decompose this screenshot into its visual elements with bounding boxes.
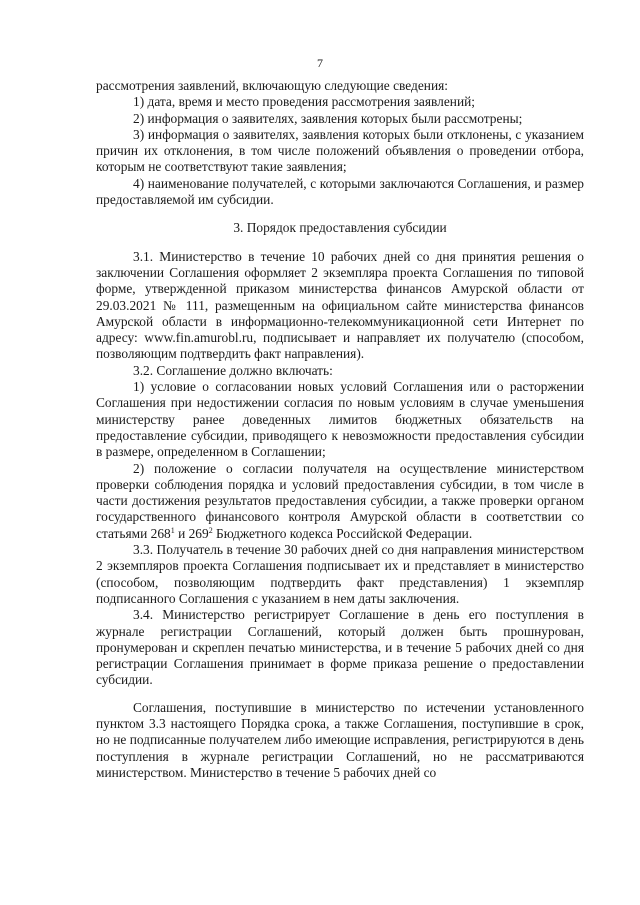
list-item: 2) информация о заявителях, заявления которых были рассмотрены;	[133, 110, 523, 126]
paragraph-3-2-1: 1) условие о согласовании новых условий Соглашения или о расторжении Соглашения при недостижении согласия по новым условиям в случае уменьшения министерству ранее доведенных лимитов бюджетных обязательств на предоставление субсидии, приводящего к невозможности предоставления субсидии в размере, определенном в Соглашении;	[96, 379, 584, 460]
superscript-2: 2	[208, 525, 213, 535]
list-item: 4) наименование получателей, с которыми заключаются Соглашения, и размер предоставляемой им субсидии.	[96, 175, 584, 208]
superscript-1: 1	[170, 525, 175, 535]
paragraph-3-3: 3.3. Получатель в течение 30 рабочих дней со дня направления министерством 2 экземпляров проекта Соглашения подписывает их и представляет в министерство (способом, позволяющим подтвердить факт представления) 1 экземпляр подписанного Соглашения с указанием в нем даты заключения.	[96, 542, 584, 606]
paragraph-3-2-2	[96, 461, 584, 542]
paragraph-3-2-2-text-after: Бюджетного кодекса Российской Федерации.	[212, 525, 473, 541]
list-item: 3) информация о заявителях, заявления которых были отклонены, с указанием причин их отклонения, в том числе положений объявления о проведении отбора, которым не соответствуют такие заявления;	[96, 126, 584, 175]
page-number: 7	[317, 56, 323, 70]
section-heading: 3. Порядок предоставления субсидии	[233, 220, 447, 236]
paragraph-3-2-2-text-middle: и 269	[174, 525, 209, 541]
paragraph-3-4: 3.4. Министерство регистрирует Соглашение в день его поступления в журнале регистрации Соглашений, который должен быть прошнурован, пронумерован и скреплен печатью министерства, и в течение 5 рабочих дней со дня регистрации Соглашения принимает в форме приказа решение о предоставлении субсидии.	[96, 607, 584, 688]
paragraph-3-2-2-text-before: 2) положение о согласии получателя на осуществление министерством проверки соблюдения порядка и условий предоставления субсидии, в том числе в части достижения результатов предоставления субсидии, а также проверки органом государственного финансового контроля Амурской области в соответствии со статьями 268	[96, 460, 584, 541]
paragraph-3-2: 3.2. Соглашение должно включать:	[133, 362, 333, 378]
list-item: 1) дата, время и место проведения рассмотрения заявлений;	[133, 94, 475, 110]
paragraph-3-1: 3.1. Министерство в течение 10 рабочих дней со дня принятия решения о заключении Соглашения оформляет 2 экземпляра проекта Соглашения по типовой форме, утвержденной приказом министерства финансов Амурской области от 29.03.2021 № 111, размещенным на официальном сайте министерства финансов Амурской области в информационно-телекоммуникационной сети Интернет по адресу: www.fin.amurobl.ru, подписывает и направляет их получателю (способом, позволяющим подтвердить факт направления).	[96, 248, 584, 362]
intro-paragraph: рассмотрения заявлений, включающую следующие сведения:	[96, 78, 449, 93]
paragraph-final: Соглашения, поступившие в министерство по истечении установленного пунктом 3.3 настоящего Порядка срока, а также Соглашения, поступившие в срок, но не подписанные получателем либо имеющие исправления, регистрируются в день поступления в журнале регистрации Соглашений, но не рассматриваются министерством. Министерство в течение 5 рабочих дней со	[96, 699, 584, 780]
document-body	[96, 78, 584, 781]
